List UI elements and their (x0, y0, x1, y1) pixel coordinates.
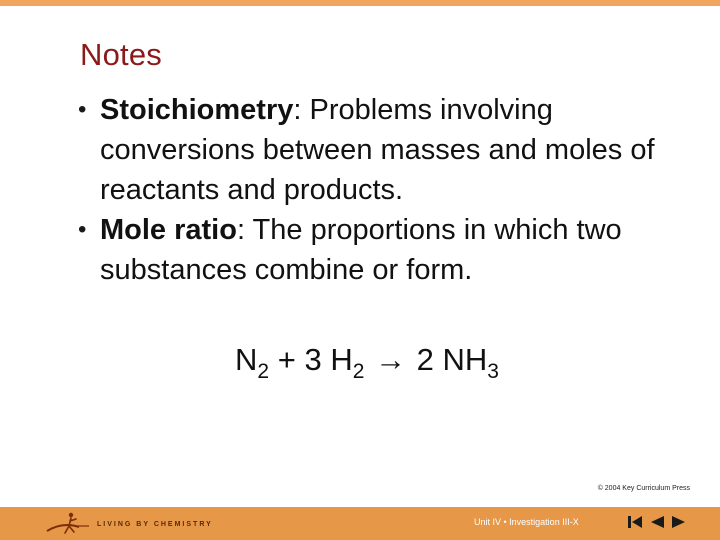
equation-subscript: 2 (257, 360, 270, 383)
bullet-text: : Problems involving conversions between masses and moles of reactants and products. (100, 94, 655, 206)
equation-subscript: 2 (352, 360, 365, 383)
copyright-notice: © 2004 Key Curriculum Press (597, 485, 690, 492)
equation-product: NH (442, 342, 488, 377)
reaction-arrow-icon: → (375, 342, 407, 377)
equation-plus: + (277, 342, 296, 377)
bullet-term: Stoichiometry (100, 94, 294, 126)
bullet-text: : The proportions in which two substances combine or form. (100, 214, 622, 286)
bullet-icon: • (78, 96, 87, 123)
footer-bar (0, 507, 720, 540)
logo-figure-icon (45, 511, 93, 537)
equation-coefficient: 3 (304, 342, 322, 377)
logo-text: LIVING BY CHEMISTRY (97, 520, 213, 528)
living-by-chemistry-logo (45, 510, 213, 538)
next-slide-icon[interactable] (671, 515, 687, 529)
equation-reactant-1: N (235, 342, 258, 377)
chemical-equation (235, 338, 499, 382)
bullet-item-mole-ratio (78, 210, 678, 290)
equation-reactant-2: H (330, 342, 353, 377)
slide-title: Notes (80, 37, 162, 72)
bullet-term: Mole ratio (100, 214, 237, 246)
bullet-item-stoichiometry (78, 90, 678, 210)
unit-label: Unit IV • Investigation III-X (474, 517, 579, 527)
first-slide-icon[interactable] (627, 515, 643, 529)
equation-subscript: 3 (487, 360, 499, 383)
bullet-list (78, 90, 678, 290)
bullet-icon: • (78, 216, 87, 243)
previous-slide-icon[interactable] (649, 515, 665, 529)
equation-coefficient: 2 (416, 342, 434, 377)
top-accent-bar (0, 0, 720, 6)
slide-navigation (627, 515, 687, 529)
